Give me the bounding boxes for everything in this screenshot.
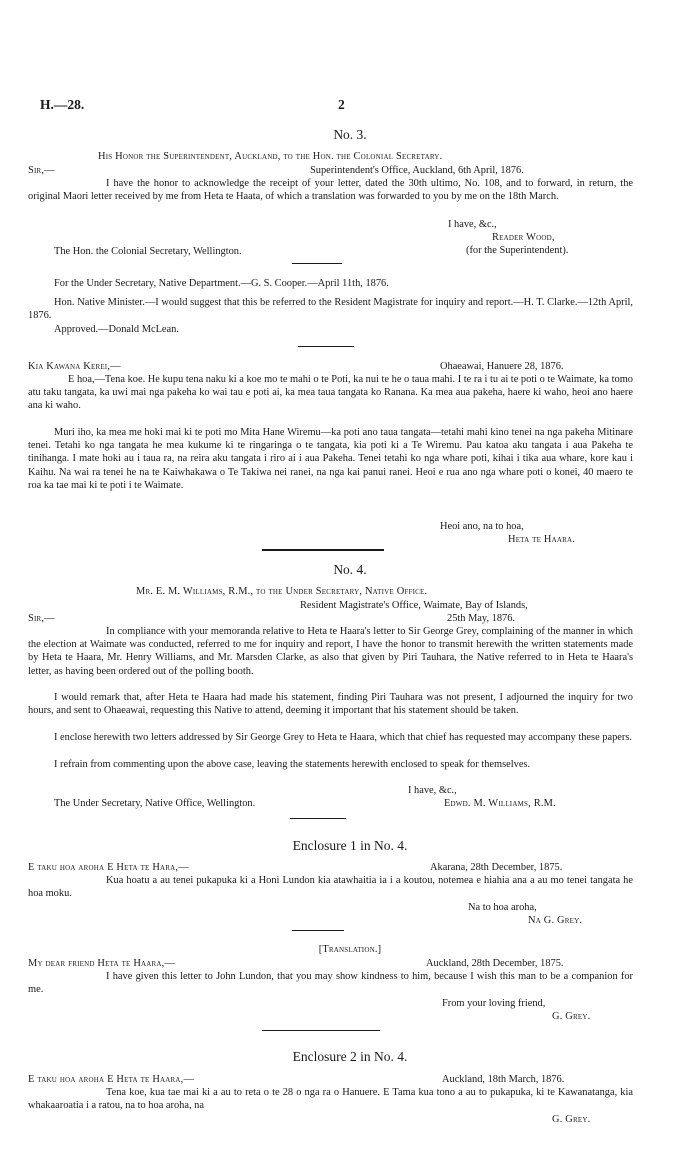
no4-para2: I would remark that, after Heta te Haara had made his statement, finding Piri Tauhara was not present, I adjourned the inquiry for two hours, and sent to Ohaeawai, requesting this Native to attend, deeming it important that his statement should be taken. <box>28 692 633 717</box>
enc1-translation-salutation: My dear friend Heta te Haara,— <box>28 958 176 969</box>
enc1-body: Kua hoatu a au tenei pukapuka ki a Honi Lundon kia atawhaitia ia i a koutou, notemea e hiahia ana a au mo tenei tangata he hoa moku. <box>28 875 633 900</box>
divider <box>290 818 346 819</box>
no3-addressee: The Hon. the Colonial Secretary, Wellington. <box>54 246 242 257</box>
divider <box>292 263 342 264</box>
divider <box>298 346 354 347</box>
document-id: H.—28. <box>40 97 85 112</box>
no3-closing: I have, &c., <box>448 219 497 230</box>
no4-address: Mr. E. M. Williams, R.M., to the Under Secretary, Native Office. <box>136 586 428 597</box>
enc1-closing: Na to hoa aroha, <box>468 902 537 913</box>
enc1-salutation: E taku hoa aroha E Heta te Hara,— <box>28 862 189 873</box>
maori-letter-para2: Muri iho, ka mea me hoki mai ki te poti mo Mita Hane Wiremu—ka poti ano taua tangata—tetahi mahi kino tenei na nga pakeha Mitinare tenei. Tetahi ko nga tangata he mea kukume ki te ringaringa o te tangata, kia poti ki a Te Wiremu. Pau katoa aku tangata i aua Pakeha te tinihanga. I mate hoki au i taua ra, na reira aku tangata i riro ai i aua Pakeha. Tenei tetahi ko nga whare poti, kihai i tika aua whare, kore kau i Kaihu. Na wai ra tenei he na te Kaiwhakawa o Te Takiwa nei ranei, na nga kai panui ranei. Heoi e rua ano nga whare poti o konei, 40 maero te roa ka tae mai ki te poti i te Waimate. <box>28 427 633 491</box>
no4-closing: I have, &c., <box>408 785 457 796</box>
enc2-heading: Enclosure 2 in No. 4. <box>292 1049 408 1064</box>
enc1-translation-body: I have given this letter to John Lundon, that you may show kindness to him, because I wish this man to be a companion for me. <box>28 971 633 996</box>
divider <box>262 1030 380 1031</box>
no3-minute-clarke: Hon. Native Minister.—I would suggest that this be referred to the Resident Magistrate for inquiry and report.—H. T. Clarke.—12th April, 1876. <box>28 297 633 322</box>
no3-salutation: Sir,— <box>28 165 55 176</box>
page-number: 2 <box>338 97 345 112</box>
thick-divider <box>262 549 384 551</box>
translation-label: [Translation.] <box>318 944 382 955</box>
maori-letter-salutation: Kia Kawana Kerei,— <box>28 361 121 372</box>
enc1-heading: Enclosure 1 in No. 4. <box>292 838 408 853</box>
enc2-signature: G. Grey. <box>552 1114 591 1125</box>
no3-heading: No. 3. <box>333 127 367 142</box>
divider <box>292 930 344 931</box>
no3-minute-approved: Approved.—Donald McLean. <box>54 324 179 335</box>
enc2-salutation: E taku hoa aroha E Heta te Haara,— <box>28 1074 195 1085</box>
no4-para3: I enclose herewith two letters addressed by Sir George Grey to Heta te Haara, which that chief has requested may accompany these papers. <box>54 732 632 743</box>
maori-letter-para1: E hoa,—Tena koe. He kupu tena naku ki a koe mo te mahi o te Poti, ka nui te he o taua mahi. I te ra i tu ai te poti o te Waimate, ka tomo atu taku tangata, ka uwi mai nga pakeha ko wai tau e poti ai, ka mea taua tangata ko Ranana. Ka mea aua pakeha, haere ki waho, heoi ano haere ana ki waho. <box>28 374 633 412</box>
no4-office-line2: 25th May, 1876. <box>447 613 516 624</box>
maori-letter-signature: Heta te Haara. <box>508 534 576 545</box>
no3-signature: Reader Wood, <box>492 232 555 243</box>
enc1-date: Akarana, 28th December, 1875. <box>430 862 563 873</box>
no3-body: I have the honor to acknowledge the receipt of your letter, dated the 30th ultimo, No. 108, and to forward, in return, the original Maori letter received by me from Heta te Haata, of which a translation was forwarded to you by me on the 18th March. <box>28 178 633 203</box>
enc2-body: Tena koe, kua tae mai ki a au to reta o te 28 o nga ra o Hanuere. E Tama kua tono a au to pukapuka, ki te Kawanatanga, kia whakaaroatia i a ratou, na to hoa aroha, na <box>28 1087 633 1112</box>
enc1-translation-closing: From your loving friend, <box>442 998 546 1009</box>
enc1-translation-date: Auckland, 28th December, 1875. <box>426 958 564 969</box>
no4-office-line1: Resident Magistrate's Office, Waimate, Bay of Islands, <box>300 600 528 611</box>
no4-addressee: The Under Secretary, Native Office, Wellington. <box>54 798 256 809</box>
no4-signature: Edwd. M. Williams, R.M. <box>444 798 556 809</box>
no4-para1: In compliance with your memoranda relative to Heta te Haara's letter to Sir George Grey, complaining of the manner in which the election at Waimate was conducted, referred to me for inquiry and report, I have the honor to transmit herewith the written statements made by Heta te Haara, Mr. Henry Williams, and Mr. Marsden Clarke, as also that given by Piri Tauhara, the Native referred to in Heta te Haara's letter, as having been ordered out of the polling booth. <box>28 626 633 677</box>
enc2-date: Auckland, 18th March, 1876. <box>442 1074 565 1085</box>
no3-signature-note: (for the Superintendent). <box>466 245 569 256</box>
maori-letter-date: Ohaeawai, Hanuere 28, 1876. <box>440 361 564 372</box>
maori-letter-closing: Heoi ano, na to hoa, <box>440 521 524 532</box>
no4-heading: No. 4. <box>333 562 367 577</box>
enc1-translation-signature: G. Grey. <box>552 1011 591 1022</box>
no3-address: His Honor the Superintendent, Auckland, to the Hon. the Colonial Secretary. <box>98 151 443 162</box>
no3-minute-cooper: For the Under Secretary, Native Department.—G. S. Cooper.—April 11th, 1876. <box>54 278 389 289</box>
no4-para4: I refrain from commenting upon the above case, leaving the statements herewith enclosed to speak for themselves. <box>54 759 531 770</box>
enc1-signature: Na G. Grey. <box>528 915 583 926</box>
no3-office: Superintendent's Office, Auckland, 6th April, 1876. <box>310 165 524 176</box>
no4-salutation: Sir,— <box>28 613 55 624</box>
